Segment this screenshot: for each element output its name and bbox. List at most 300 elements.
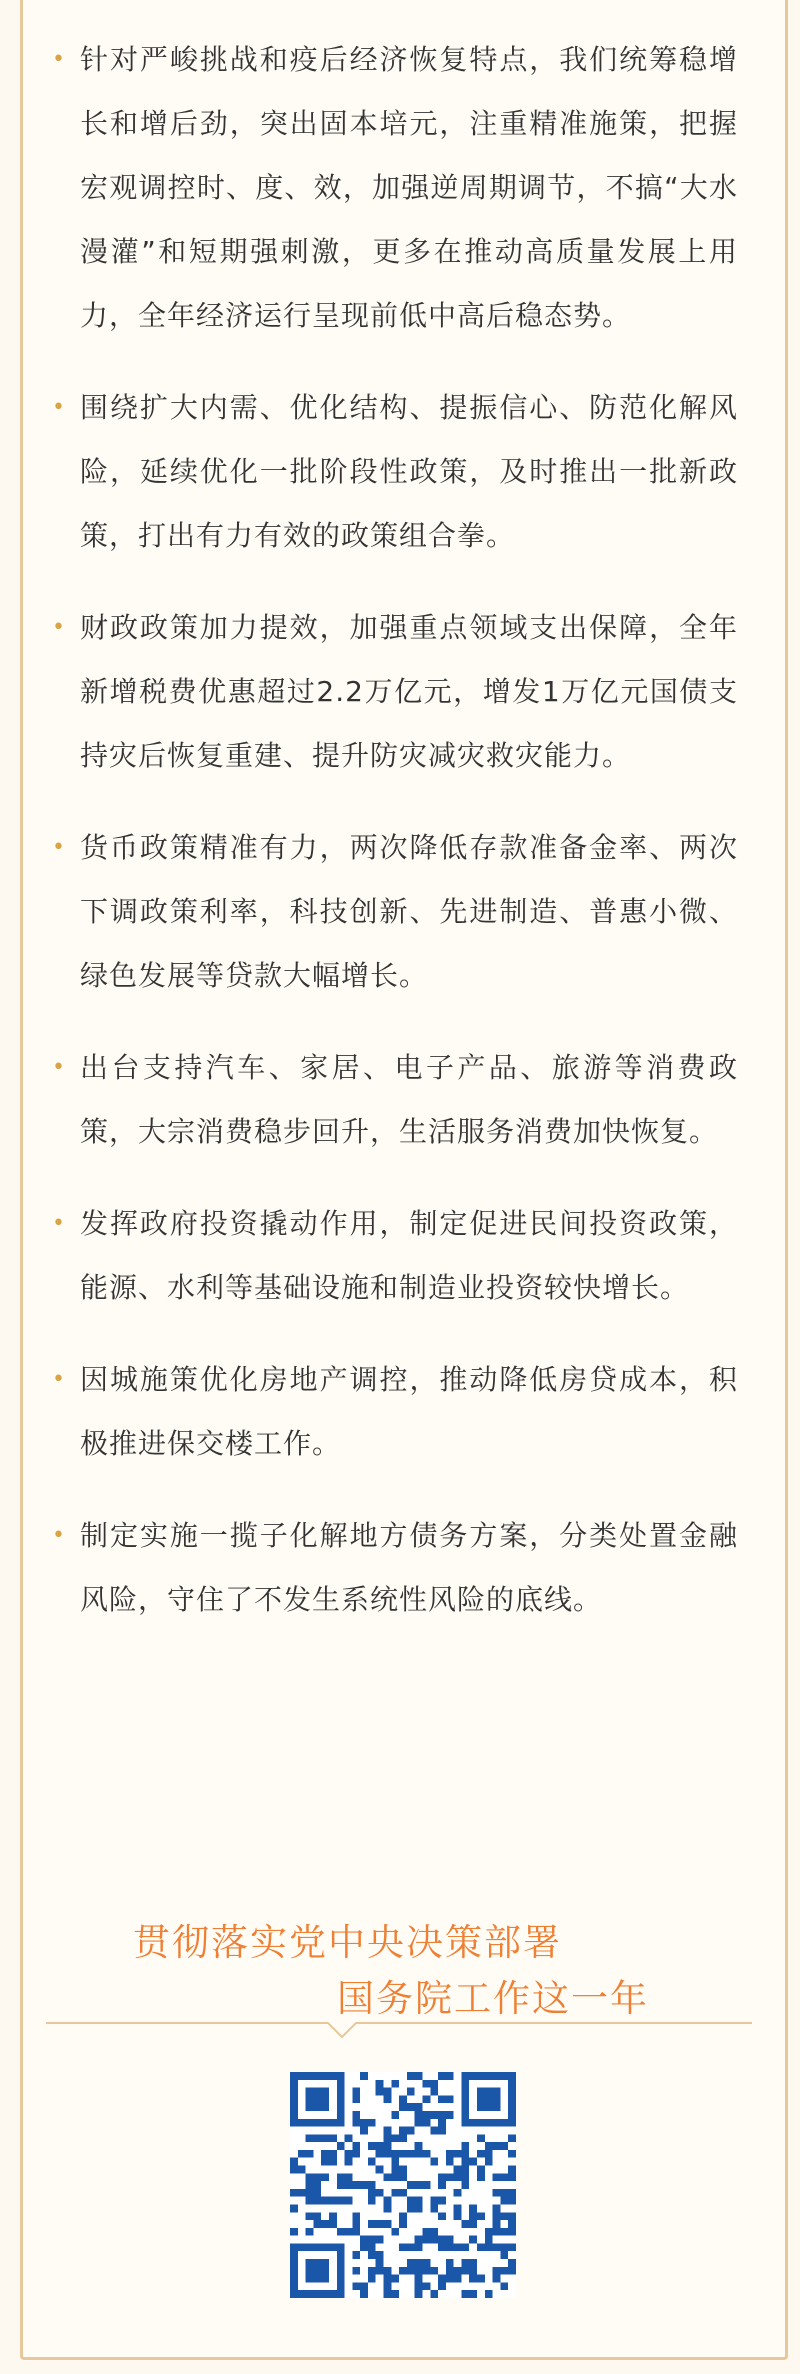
- qr-module: [337, 2080, 345, 2088]
- qr-module: [352, 2088, 360, 2096]
- qr-module: [493, 2228, 501, 2236]
- qr-module: [430, 2228, 438, 2236]
- qr-module: [313, 2259, 321, 2267]
- qr-module: [469, 2119, 477, 2127]
- qr-module: [407, 2072, 415, 2080]
- qr-module: [508, 2173, 516, 2181]
- qr-module: [477, 2072, 485, 2080]
- list-item-text: 围绕扩大内需、优化结构、提振信心、防范化解风险，延续优化一批阶段性政策，及时推出一批新政策，打出有力有效的政策组合拳。: [80, 391, 738, 552]
- qr-module: [321, 2150, 329, 2158]
- qr-module: [430, 2158, 438, 2166]
- qr-module: [368, 2220, 376, 2228]
- qr-module: [391, 2228, 399, 2236]
- bullet-dot-icon: •: [52, 835, 66, 860]
- qr-module: [500, 2197, 508, 2205]
- qr-module: [477, 2173, 485, 2181]
- bullet-dot-icon: •: [52, 1523, 66, 1548]
- qr-module: [454, 2166, 462, 2174]
- qr-module: [391, 2275, 399, 2283]
- qr-module: [415, 2142, 423, 2150]
- qr-module: [352, 2282, 360, 2290]
- qr-module: [376, 2166, 384, 2174]
- qr-module: [321, 2095, 329, 2103]
- qr-module: [337, 2197, 345, 2205]
- qr-module: [430, 2111, 438, 2119]
- qr-module: [422, 2267, 430, 2275]
- qr-module: [306, 2243, 314, 2251]
- qr-module: [461, 2166, 469, 2174]
- qr-module: [352, 2220, 360, 2228]
- qr-module: [508, 2259, 516, 2267]
- qr-module: [329, 2134, 337, 2142]
- qr-module: [407, 2197, 415, 2205]
- qr-module: [313, 2243, 321, 2251]
- qr-module: [485, 2142, 493, 2150]
- qr-module: [329, 2150, 337, 2158]
- qr-module: [298, 2150, 306, 2158]
- qr-module: [415, 2290, 423, 2298]
- qr-module: [337, 2228, 345, 2236]
- qr-module: [461, 2080, 469, 2088]
- list-item: [52, 1192, 738, 1320]
- qr-module: [422, 2236, 430, 2244]
- qr-module: [360, 2181, 368, 2189]
- qr-module: [337, 2259, 345, 2267]
- qr-module: [461, 2267, 469, 2275]
- qr-module: [290, 2275, 298, 2283]
- qr-module: [485, 2228, 493, 2236]
- qr-module: [508, 2088, 516, 2096]
- qr-module: [368, 2189, 376, 2197]
- qr-module: [290, 2166, 298, 2174]
- footer-title: [0, 1912, 800, 2022]
- qr-module: [321, 2072, 329, 2080]
- qr-module: [485, 2072, 493, 2080]
- qr-module: [306, 2173, 314, 2181]
- qr-module: [399, 2243, 407, 2251]
- qr-module: [337, 2072, 345, 2080]
- qr-module: [376, 2088, 384, 2096]
- qr-module: [415, 2282, 423, 2290]
- bullet-dot-icon: •: [52, 1367, 66, 1392]
- qr-module: [407, 2103, 415, 2111]
- qr-module: [446, 2158, 454, 2166]
- qr-module: [298, 2166, 306, 2174]
- qr-module: [500, 2142, 508, 2150]
- qr-module: [352, 2150, 360, 2158]
- qr-module: [313, 2072, 321, 2080]
- qr-module: [352, 2119, 360, 2127]
- qr-module: [461, 2259, 469, 2267]
- qr-module: [290, 2119, 298, 2127]
- qr-module: [485, 2243, 493, 2251]
- qr-module: [415, 2267, 423, 2275]
- qr-module: [399, 2212, 407, 2220]
- qr-module: [376, 2259, 384, 2267]
- qr-module: [298, 2072, 306, 2080]
- qr-module: [430, 2080, 438, 2088]
- qr-module: [337, 2119, 345, 2127]
- qr-module: [461, 2181, 469, 2189]
- qr-module: [469, 2267, 477, 2275]
- qr-module: [438, 2212, 446, 2220]
- qr-module: [384, 2290, 392, 2298]
- qr-module: [384, 2173, 392, 2181]
- qr-module: [415, 2111, 423, 2119]
- qr-module: [415, 2181, 423, 2189]
- qr-module: [384, 2267, 392, 2275]
- qr-module: [360, 2282, 368, 2290]
- qr-module: [376, 2267, 384, 2275]
- qr-module: [391, 2150, 399, 2158]
- qr-module: [352, 2142, 360, 2150]
- qr-module: [376, 2220, 384, 2228]
- qr-module: [477, 2212, 485, 2220]
- qr-module: [306, 2095, 314, 2103]
- qr-module: [469, 2275, 477, 2283]
- qr-module: [298, 2243, 306, 2251]
- qr-module: [313, 2095, 321, 2103]
- qr-module: [485, 2150, 493, 2158]
- qr-module: [290, 2080, 298, 2088]
- qr-module: [508, 2228, 516, 2236]
- qr-module: [391, 2134, 399, 2142]
- qr-module: [298, 2290, 306, 2298]
- qr-module: [493, 2243, 501, 2251]
- qr-module: [345, 2150, 353, 2158]
- qr-module: [461, 2119, 469, 2127]
- list-item-text: 出台支持汽车、家居、电子产品、旅游等消费政策，大宗消费稳步回升，生活服务消费加快恢复。: [80, 1051, 738, 1148]
- qr-module: [306, 2267, 314, 2275]
- qr-module: [290, 2251, 298, 2259]
- qr-module: [290, 2088, 298, 2096]
- qr-module: [391, 2290, 399, 2298]
- qr-module: [399, 2127, 407, 2135]
- qr-module: [360, 2072, 368, 2080]
- qr-module: [407, 2204, 415, 2212]
- qr-module: [493, 2173, 501, 2181]
- qr-module: [329, 2119, 337, 2127]
- qr-module: [477, 2103, 485, 2111]
- qr-module: [485, 2236, 493, 2244]
- qr-module: [368, 2251, 376, 2259]
- qr-module: [493, 2212, 501, 2220]
- qr-module: [493, 2103, 501, 2111]
- qr-module: [337, 2111, 345, 2119]
- qr-module: [329, 2243, 337, 2251]
- qr-module: [391, 2111, 399, 2119]
- qr-module: [430, 2204, 438, 2212]
- qr-module: [399, 2103, 407, 2111]
- qr-module: [384, 2088, 392, 2096]
- qr-module: [290, 2095, 298, 2103]
- qr-module: [290, 2259, 298, 2267]
- qr-module: [477, 2095, 485, 2103]
- qr-module: [446, 2259, 454, 2267]
- qr-module: [500, 2119, 508, 2127]
- qr-module: [438, 2236, 446, 2244]
- qr-module: [415, 2103, 423, 2111]
- qr-module: [290, 2204, 298, 2212]
- qr-module: [477, 2150, 485, 2158]
- qr-module: [345, 2134, 353, 2142]
- qr-module: [290, 2189, 298, 2197]
- qr-module: [422, 2150, 430, 2158]
- qr-module: [500, 2243, 508, 2251]
- qr-module: [384, 2150, 392, 2158]
- qr-module: [391, 2158, 399, 2166]
- list-item: [52, 596, 738, 788]
- qr-module: [321, 2119, 329, 2127]
- bullet-dot-icon: •: [52, 1055, 66, 1080]
- qr-module: [306, 2150, 314, 2158]
- qr-module: [477, 2243, 485, 2251]
- qr-module: [508, 2072, 516, 2080]
- qr-module: [446, 2267, 454, 2275]
- qr-module: [384, 2282, 392, 2290]
- qr-module: [313, 2197, 321, 2205]
- qr-module: [337, 2275, 345, 2283]
- qr-module: [477, 2166, 485, 2174]
- list-item-text: 财政政策加力提效，加强重点领域支出保障，全年新增税费优惠超过2.2万亿元，增发1万亿元国债支持灾后恢复重建、提升防灾减灾救灾能力。: [80, 611, 738, 772]
- list-item: [52, 28, 738, 348]
- qr-module: [500, 2267, 508, 2275]
- qr-module: [298, 2119, 306, 2127]
- qr-module: [469, 2072, 477, 2080]
- qr-module: [337, 2243, 345, 2251]
- qr-module: [407, 2088, 415, 2096]
- qr-module: [407, 2267, 415, 2275]
- qr-module: [337, 2282, 345, 2290]
- qr-module: [415, 2275, 423, 2283]
- qr-module: [500, 2228, 508, 2236]
- qr-module: [469, 2212, 477, 2220]
- qr-module: [321, 2290, 329, 2298]
- footer-title-line2: 国务院工作这一年: [337, 1977, 649, 2020]
- bullet-dot-icon: •: [52, 1211, 66, 1236]
- qr-module: [306, 2072, 314, 2080]
- qr-module: [469, 2259, 477, 2267]
- qr-module: [430, 2127, 438, 2135]
- qr-module: [438, 2095, 446, 2103]
- qr-module: [329, 2158, 337, 2166]
- qr-module: [446, 2173, 454, 2181]
- qr-module: [461, 2095, 469, 2103]
- qr-module: [384, 2095, 392, 2103]
- qr-module: [345, 2197, 353, 2205]
- qr-module: [321, 2158, 329, 2166]
- qr-module: [508, 2189, 516, 2197]
- policy-list: [52, 28, 738, 1660]
- qr-module: [368, 2267, 376, 2275]
- qr-module: [508, 2111, 516, 2119]
- qr-module: [306, 2212, 314, 2220]
- qr-module: [454, 2189, 462, 2197]
- qr-module: [368, 2197, 376, 2205]
- qr-module: [415, 2072, 423, 2080]
- qr-module: [352, 2251, 360, 2259]
- qr-module: [384, 2127, 392, 2135]
- qr-module: [422, 2259, 430, 2267]
- qr-module: [493, 2220, 501, 2228]
- qr-module: [360, 2127, 368, 2135]
- qr-module: [461, 2243, 469, 2251]
- qr-module: [461, 2290, 469, 2298]
- qr-module: [407, 2150, 415, 2158]
- qr-module: [313, 2189, 321, 2197]
- qr-module: [461, 2111, 469, 2119]
- qr-module: [376, 2150, 384, 2158]
- qr-module: [454, 2204, 462, 2212]
- qr-module: [508, 2150, 516, 2158]
- qr-module: [290, 2111, 298, 2119]
- list-item: [52, 376, 738, 568]
- qr-module: [313, 2173, 321, 2181]
- qr-module: [360, 2290, 368, 2298]
- qr-module: [337, 2088, 345, 2096]
- qr-module: [313, 2275, 321, 2283]
- qr-module: [345, 2173, 353, 2181]
- qr-module: [306, 2189, 314, 2197]
- qr-module: [485, 2119, 493, 2127]
- qr-module: [313, 2134, 321, 2142]
- qr-module: [384, 2275, 392, 2283]
- qr-module: [446, 2243, 454, 2251]
- qr-module: [469, 2204, 477, 2212]
- qr-module: [446, 2111, 454, 2119]
- qr-module: [399, 2150, 407, 2158]
- qr-module: [376, 2080, 384, 2088]
- qr-module: [454, 2212, 462, 2220]
- qr-module: [337, 2142, 345, 2150]
- qr-module: [306, 2228, 314, 2236]
- qr-module: [399, 2166, 407, 2174]
- qr-module: [399, 2267, 407, 2275]
- qr-module: [508, 2212, 516, 2220]
- list-item: [52, 816, 738, 1008]
- qr-module: [438, 2072, 446, 2080]
- qr-module: [500, 2282, 508, 2290]
- qr-module: [485, 2088, 493, 2096]
- qr-module: [306, 2181, 314, 2189]
- qr-module: [446, 2236, 454, 2244]
- qr-module: [508, 2220, 516, 2228]
- qr-module: [376, 2251, 384, 2259]
- qr-module: [368, 2119, 376, 2127]
- qr-module: [477, 2119, 485, 2127]
- qr-module: [399, 2134, 407, 2142]
- qr-code-icon[interactable]: [290, 2072, 516, 2298]
- qr-module: [329, 2290, 337, 2298]
- qr-module: [438, 2111, 446, 2119]
- qr-module: [508, 2166, 516, 2174]
- qr-module: [415, 2150, 423, 2158]
- qr-module: [313, 2290, 321, 2298]
- qr-module: [290, 2228, 298, 2236]
- qr-module: [500, 2072, 508, 2080]
- qr-module: [352, 2181, 360, 2189]
- qr-module: [321, 2197, 329, 2205]
- qr-module: [384, 2134, 392, 2142]
- qr-module: [329, 2197, 337, 2205]
- qr-module: [485, 2290, 493, 2298]
- qr-module: [438, 2282, 446, 2290]
- qr-module: [430, 2197, 438, 2205]
- qr-module: [469, 2290, 477, 2298]
- qr-module: [438, 2119, 446, 2127]
- qr-module: [446, 2275, 454, 2283]
- qr-module: [493, 2072, 501, 2080]
- qr-module: [438, 2197, 446, 2205]
- qr-module: [360, 2236, 368, 2244]
- list-item-text: 发挥政府投资撬动作用，制定促进民间投资政策，能源、水利等基础设施和制造业投资较快增长。: [80, 1207, 738, 1304]
- qr-module: [368, 2236, 376, 2244]
- qr-module: [493, 2142, 501, 2150]
- qr-module: [384, 2197, 392, 2205]
- qr-module: [454, 2243, 462, 2251]
- qr-module: [430, 2236, 438, 2244]
- qr-module: [321, 2267, 329, 2275]
- qr-module: [422, 2228, 430, 2236]
- bullet-dot-icon: •: [52, 47, 66, 72]
- qr-module: [290, 2290, 298, 2298]
- qr-module: [438, 2275, 446, 2283]
- qr-module: [337, 2103, 345, 2111]
- qr-module: [329, 2212, 337, 2220]
- qr-module: [508, 2134, 516, 2142]
- list-item: [52, 1036, 738, 1164]
- bullet-dot-icon: •: [52, 395, 66, 420]
- qr-module: [376, 2236, 384, 2244]
- qr-module: [461, 2173, 469, 2181]
- qr-module: [290, 2103, 298, 2111]
- qr-module: [306, 2088, 314, 2096]
- list-item: [52, 1504, 738, 1632]
- qr-module: [493, 2119, 501, 2127]
- qr-module: [368, 2275, 376, 2283]
- qr-module: [415, 2259, 423, 2267]
- qr-module: [399, 2095, 407, 2103]
- qr-module: [368, 2181, 376, 2189]
- qr-module: [469, 2236, 477, 2244]
- qr-module: [461, 2088, 469, 2096]
- qr-module: [461, 2220, 469, 2228]
- qr-module: [391, 2080, 399, 2088]
- qr-module: [360, 2119, 368, 2127]
- qr-module: [321, 2088, 329, 2096]
- qr-module: [493, 2189, 501, 2197]
- qr-module: [438, 2173, 446, 2181]
- qr-module: [313, 2119, 321, 2127]
- qr-module: [368, 2243, 376, 2251]
- qr-module: [500, 2251, 508, 2259]
- qr-module: [306, 2275, 314, 2283]
- qr-module: [384, 2204, 392, 2212]
- list-item-text: 因城施策优化房地产调控，推动降低房贷成本，积极推进保交楼工作。: [80, 1363, 738, 1460]
- bullet-dot-icon: •: [52, 615, 66, 640]
- qr-module: [422, 2111, 430, 2119]
- qr-module: [298, 2189, 306, 2197]
- qr-module: [508, 2080, 516, 2088]
- qr-module: [422, 2282, 430, 2290]
- qr-module: [477, 2134, 485, 2142]
- qr-module: [438, 2181, 446, 2189]
- qr-module: [368, 2142, 376, 2150]
- qr-module: [337, 2095, 345, 2103]
- qr-module: [290, 2267, 298, 2275]
- qr-module: [399, 2189, 407, 2197]
- qr-module: [391, 2189, 399, 2197]
